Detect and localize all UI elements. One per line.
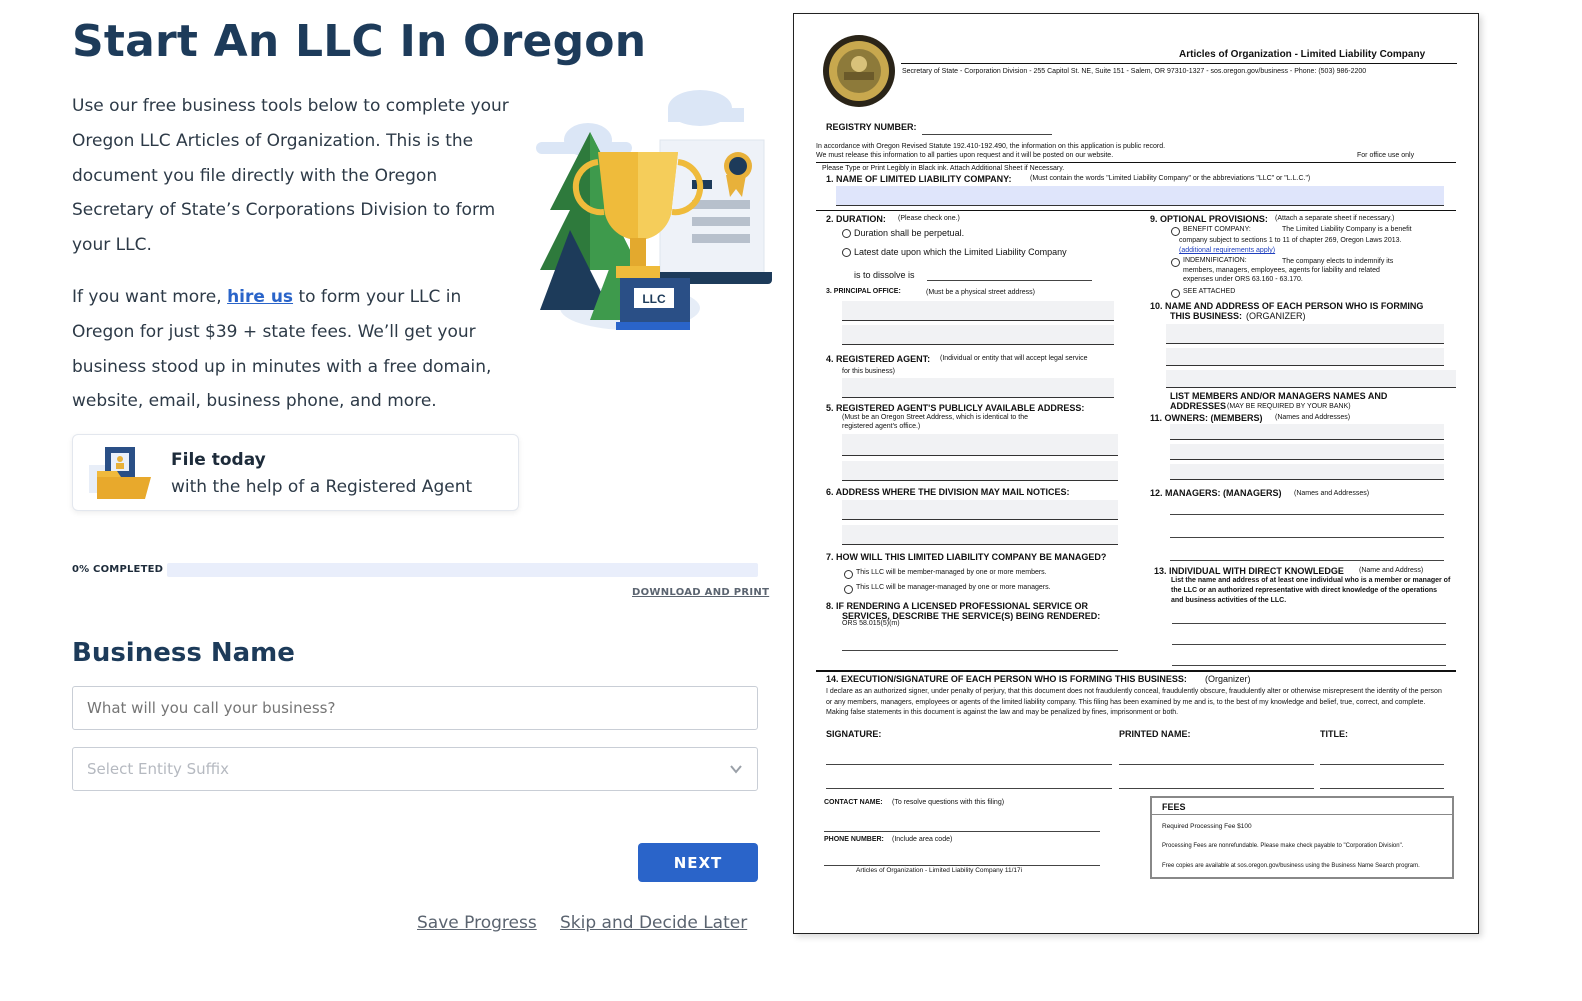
entity-suffix-placeholder: Select Entity Suffix	[87, 760, 230, 778]
hire-us-link[interactable]: hire us	[227, 287, 294, 307]
doc-s9-note: (Attach a separate sheet if necessary.)	[1275, 215, 1395, 222]
page-title: Start An LLC In Oregon	[72, 16, 647, 67]
doc-s10: 10. NAME AND ADDRESS OF EACH PERSON WHO IS FORMING	[1150, 301, 1424, 311]
doc-list-members-2: ADDRESSES	[1170, 401, 1227, 411]
doc-s9-opt1: BENEFIT COMPANY:	[1183, 226, 1251, 233]
hire-text-before: If you want more,	[72, 287, 228, 307]
doc-header-sub: Secretary of State - Corporation Division - 255 Capitol St. NE, Suite 151 - Salem, OR 97310-1327 - sos.oregon.gov/business - Phone: (503) 986-2200	[902, 68, 1367, 75]
doc-s7-opt1: This LLC will be member-managed by one or more members.	[856, 569, 1047, 576]
doc-s9-opt1-note: The Limited Liability Company is a benefit	[1282, 226, 1412, 233]
progress-label: 0% COMPLETED	[72, 564, 164, 575]
doc-s9: 9. OPTIONAL PROVISIONS:	[1150, 214, 1268, 224]
doc-list-members: LIST MEMBERS AND/OR MANAGERS NAMES AND	[1170, 391, 1388, 401]
doc-s9-opt2-note: The company elects to indemnify its	[1282, 258, 1394, 265]
doc-s14: 14. EXECUTION/SIGNATURE OF EACH PERSON WHO IS FORMING THIS BUSINESS:	[826, 674, 1187, 684]
doc-fees-2: Processing Fees are nonrefundable. Please make check payable to "Corporation Division".	[1162, 843, 1404, 849]
doc-s9-opt3: SEE ATTACHED	[1183, 288, 1236, 295]
trophy-certificate-illustration	[530, 80, 780, 340]
hire-text-after: to form your LLC in Oregon for just $39 + state fees. We’ll get your business stood up in minutes with a free domain, website, email, business phone, and more.	[72, 287, 492, 412]
oregon-seal-icon	[822, 34, 896, 113]
doc-s6: 6. ADDRESS WHERE THE DIVISION MAY MAIL NOTICES:	[826, 487, 1070, 497]
doc-header-title: Articles of Organization - Limited Liability Company	[1179, 49, 1426, 60]
folder-agent-icon	[85, 447, 157, 501]
doc-s12-note: (Names and Addresses)	[1294, 490, 1370, 497]
skip-decide-later-link[interactable]: Skip and Decide Later	[560, 913, 748, 933]
doc-fees-3: Free copies are available at sos.oregon.gov/business using the Business Name Search program.	[1162, 863, 1420, 869]
doc-s5-note2: registered agent's office.)	[842, 423, 921, 430]
download-print-link[interactable]: DOWNLOAD AND PRINT	[632, 587, 770, 598]
entity-suffix-select[interactable]	[72, 747, 758, 791]
doc-title: TITLE:	[1320, 729, 1348, 739]
intro-paragraph: Use our free business tools below to complete your Oregon LLC Articles of Organization. This is the document you file directly with the Oregon Secretary of State’s Corporations Division to form your LLC.	[72, 96, 509, 256]
doc-phone-note: (Include area code)	[892, 836, 953, 843]
doc-s3-note: (Must be a physical street address)	[926, 289, 1035, 296]
file-today-subtitle: with the help of a Registered Agent	[171, 477, 473, 497]
doc-s8: 8. IF RENDERING A LICENSED PROFESSIONAL SERVICE OR	[826, 601, 1089, 611]
doc-s13-note: (Name and Address)	[1359, 567, 1424, 574]
file-today-title: File today	[171, 450, 266, 470]
doc-s9-link: (additional requirements apply)	[1179, 247, 1276, 254]
doc-s11: 11. OWNERS: (MEMBERS)	[1150, 413, 1263, 423]
doc-s9-opt2-note3: expenses under ORS 63.160 - 63.170.	[1183, 276, 1303, 283]
doc-contact-note: (To resolve questions with this filing)	[892, 799, 1005, 806]
file-today-card[interactable]	[72, 434, 519, 511]
doc-s2: 2. DURATION:	[826, 214, 886, 224]
business-name-input[interactable]	[72, 686, 758, 730]
doc-s10-note: (ORGANIZER)	[1246, 311, 1306, 321]
doc-s1-note: (Must contain the words "Limited Liability Company" or the abbreviations "LLC" or "L.L.C.")	[1030, 175, 1311, 182]
doc-s4-note: (Individual or entity that will accept legal service	[940, 355, 1088, 362]
next-button[interactable]: NEXT	[638, 843, 758, 882]
doc-s2-note: (Please check one.)	[898, 215, 960, 222]
doc-printed-name: PRINTED NAME:	[1119, 729, 1191, 739]
doc-registry-label: REGISTRY NUMBER:	[826, 122, 917, 132]
doc-s9-opt2-note2: members, managers, employees, agents for liability and related	[1183, 267, 1380, 274]
doc-s2-opt2: Latest date upon which the Limited Liability Company	[854, 247, 1067, 257]
doc-signature: SIGNATURE:	[826, 729, 882, 739]
doc-s14-note: (Organizer)	[1205, 674, 1251, 684]
doc-phone: PHONE NUMBER:	[824, 836, 884, 843]
doc-s11-note: (Names and Addresses)	[1275, 414, 1351, 421]
doc-s8b: SERVICES, DESCRIBE THE SERVICE(S) BEING RENDERED:	[842, 611, 1101, 621]
doc-s8-note: ORS 58.015(5)(m)	[842, 620, 900, 627]
hire-paragraph	[72, 280, 522, 419]
doc-s12: 12. MANAGERS: (MANAGERS)	[1150, 488, 1282, 498]
doc-s14-desc: I declare as an authorized signer, under penalty of perjury, that this document does not fraudulently conceal, fraudulently obscure, fraudulently alter or otherwise misrepresent the identity of the person or any members, managers, employees or agents of the limited liability company. This filing has been examined by me and is, to the best of my knowledge and belief, true, correct, and complete. Making false statements in this document is against the law and may be penalized by fines, imprisonment or both.	[826, 688, 1442, 716]
doc-s4-note2: for this business)	[842, 368, 895, 375]
doc-s1-field	[836, 186, 1444, 206]
doc-s3: 3. PRINCIPAL OFFICE:	[826, 288, 901, 295]
chevron-down-icon	[729, 762, 743, 776]
doc-s9-opt1-note2: company subject to sections 1 to 11 of chapter 269, Oregon Laws 2013.	[1179, 237, 1402, 244]
doc-fees-1: Required Processing Fee $100	[1162, 823, 1252, 830]
doc-fees-title: FEES	[1162, 802, 1186, 812]
doc-footer: Articles of Organization - Limited Liability Company 11/17i	[856, 867, 1023, 874]
llc-badge-text: LLC	[642, 292, 666, 306]
doc-s7-opt2: This LLC will be manager-managed by one or more managers.	[856, 584, 1051, 591]
doc-s7: 7. HOW WILL THIS LIMITED LIABILITY COMPANY BE MANAGED?	[826, 552, 1107, 562]
doc-statute-1: In accordance with Oregon Revised Statute 192.410-192.490, the information on this application is public record.	[816, 143, 1166, 150]
doc-contact-name: CONTACT NAME:	[824, 799, 883, 806]
doc-s9-opt2: INDEMNIFICATION:	[1183, 257, 1247, 264]
doc-statute-2: We must release this information to all parties upon request and it will be posted on our website.	[816, 152, 1114, 159]
doc-s4: 4. REGISTERED AGENT:	[826, 354, 931, 364]
doc-s2-opt2b: is to dissolve is	[854, 270, 915, 280]
doc-s13: 13. INDIVIDUAL WITH DIRECT KNOWLEDGE	[1154, 566, 1344, 576]
doc-s13-desc: List the name and address of at least one individual who is a member or manager of the LLC or an authorized representative with direct knowledge of the operations and business activities of the LLC.	[1171, 577, 1451, 604]
articles-of-organization-preview	[793, 13, 1479, 934]
doc-s5: 5. REGISTERED AGENT'S PUBLICLY AVAILABLE ADDRESS:	[826, 403, 1085, 413]
doc-type-legibly: Please Type or Print Legibly in Black ink. Attach Additional Sheet if Necessary.	[822, 165, 1065, 172]
doc-s5-note: (Must be an Oregon Street Address, which is identical to the	[842, 414, 1028, 421]
doc-s1: 1. NAME OF LIMITED LIABILITY COMPANY:	[826, 174, 1012, 184]
doc-office-use: For office use only	[1357, 152, 1415, 159]
doc-list-members-note: (MAY BE REQUIRED BY YOUR BANK)	[1227, 403, 1351, 410]
business-name-heading: Business Name	[72, 638, 295, 668]
doc-s10b: THIS BUSINESS:	[1170, 311, 1243, 321]
save-progress-link[interactable]: Save Progress	[417, 913, 537, 933]
progress-bar	[167, 563, 758, 577]
doc-s2-opt1: Duration shall be perpetual.	[854, 228, 965, 238]
